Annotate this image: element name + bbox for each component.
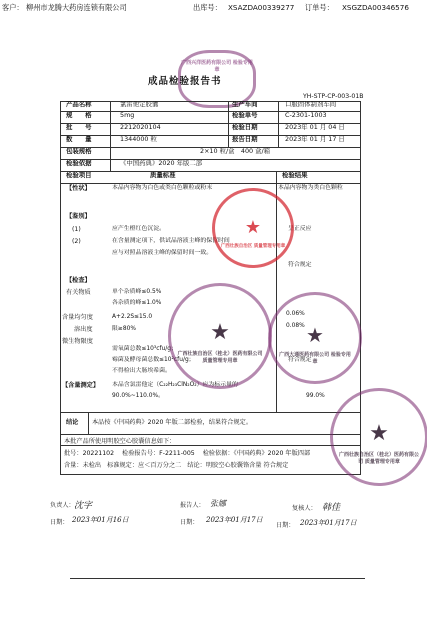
- middle-right-stamp: [268, 292, 362, 384]
- reviewer-date-label: 日期：: [276, 522, 295, 529]
- packaging-label: 包装规格: [66, 148, 92, 155]
- packaging-value: 2×10 粒/盒 400 盒/箱: [200, 148, 271, 155]
- result-text: 符合规定: [288, 262, 312, 268]
- divider: [110, 101, 111, 171]
- result-text: 0.06%: [286, 311, 305, 317]
- field-label: 批 号: [66, 124, 92, 131]
- order-no: XSGZDA00346576: [342, 3, 409, 12]
- reviewer-label: 复核人：: [292, 505, 317, 512]
- field-value: 5mg: [120, 112, 135, 119]
- standard-text: 在含量测定项下，供试品溶液主峰的保留时间: [112, 238, 230, 244]
- middle-right-stamp-text: 广西大通医药有限公司 检验专用章: [279, 352, 351, 365]
- table-row: [60, 148, 360, 160]
- capsule-report-label: 检验报告号：: [122, 450, 160, 457]
- capsule-box: [60, 434, 361, 475]
- standard-text: 不得检出大肠埃希菌。: [112, 368, 171, 374]
- table-row: [60, 112, 360, 124]
- star-icon: ★: [210, 320, 230, 345]
- section-label: 【含量测定】: [62, 382, 100, 389]
- capsule-batch: 20221102: [82, 450, 115, 457]
- customer-name: 柳州市龙腾大药房连锁有限公司: [26, 3, 127, 12]
- capsule-content: 未检出: [82, 462, 102, 469]
- field-value: 1344000 粒: [120, 136, 157, 143]
- standard-text: 各杂质的峰≤1.0%: [112, 300, 162, 306]
- basis-label: 检验依据: [66, 160, 92, 167]
- red-stamp-text: 广西壮族自治区 质量管理专用章: [220, 244, 286, 249]
- item-label: 含量均匀度: [62, 314, 93, 321]
- divider: [228, 101, 229, 147]
- field-value: 2212020104: [120, 124, 161, 131]
- star-icon: ★: [306, 323, 324, 347]
- right-stamp: [330, 388, 427, 486]
- result-text: 符合规定: [288, 357, 312, 363]
- standard-text: A+2.2S≤15.0: [112, 314, 153, 320]
- reporter-label: 报告人：: [180, 502, 205, 509]
- field-label: 检验单号: [232, 112, 258, 119]
- field-label: 产品名称: [66, 101, 92, 108]
- item-label: 微生物限度: [62, 338, 93, 345]
- capsule-report: F-2211-005: [159, 450, 195, 457]
- inspector-date: 2023年01月16日: [72, 516, 129, 524]
- reporter-date-label: 日期：: [180, 519, 199, 526]
- inspector-label: 负责人：: [50, 502, 75, 509]
- star-icon: ★: [244, 217, 262, 238]
- table-row: [60, 101, 360, 112]
- page-header: [0, 3, 427, 17]
- capsule-conclusion-label: 结论：: [187, 462, 206, 469]
- divider: [60, 412, 360, 413]
- field-value: C-2301-1003: [285, 112, 327, 119]
- right-stamp-text: 广西壮族自治区（桂北）医药有限公司 质量管理专用章: [339, 452, 420, 465]
- column-header: 检验项目: [66, 172, 92, 179]
- capsule-conclusion: 明胶空心胶囊铬含量 符合规定: [205, 462, 289, 469]
- report-title: 成品检验报告书: [148, 76, 222, 87]
- divider: [88, 412, 89, 434]
- standard-text: 单个杂质峰≤0.5%: [112, 289, 162, 295]
- result-text: 呈正反应: [288, 226, 312, 232]
- item-number: (1): [72, 226, 81, 233]
- standard-text: 90.0%~110.0%。: [112, 393, 165, 399]
- middle-left-stamp: [168, 283, 272, 389]
- field-label: 报告日期: [232, 136, 258, 143]
- outgoing-no: XSAZDA00339277: [228, 3, 295, 12]
- standard-text: 本品含氯雷他定（C₂₂H₂₃ClN₂O₂）应为标示量的: [112, 382, 238, 388]
- field-label: 检验日期: [232, 124, 258, 131]
- standard-text: 应与对照品溶液主峰的保留时间一致。: [112, 250, 213, 256]
- standard-text: 限≥80%: [112, 326, 136, 332]
- section-label: 【检查】: [66, 277, 91, 284]
- standard-text: 应产生橙红色沉淀。: [112, 226, 166, 232]
- section-label: 【性状】: [66, 185, 91, 192]
- field-value: 氯雷他定胶囊: [120, 101, 159, 108]
- capsule-basis-label: 检验依据：: [202, 450, 234, 457]
- result-text: 99.0%: [306, 393, 325, 399]
- section-label: 【鉴别】: [66, 213, 91, 220]
- item-label: 有关物质: [66, 289, 91, 296]
- column-header: 质量标准: [150, 172, 176, 179]
- inspector-date-label: 日期：: [50, 519, 69, 526]
- outgoing-no-label: 出库号：: [193, 3, 222, 12]
- table-row: [60, 160, 360, 172]
- capsule-batch-label: 批号：: [64, 450, 83, 457]
- star-icon: ★: [369, 421, 389, 446]
- customer-label: 客户：: [2, 3, 24, 12]
- field-value: 2023年 01 月 17 日: [285, 136, 345, 143]
- inspector-signature: 沈字: [74, 501, 93, 511]
- bottom-rule: [70, 578, 365, 579]
- reporter-date: 2023年01月17日: [206, 516, 263, 524]
- result-text: 本品内容物为类白色颗粒: [278, 185, 343, 191]
- result-text: 0.08%: [286, 323, 305, 329]
- conclusion-label: 结论: [66, 419, 79, 426]
- standard-text: 本品内容物为白色或类白色颗粒或粉末: [112, 185, 213, 191]
- field-label: 生产车间: [232, 101, 258, 108]
- reviewer-date: 2023年01月17日: [300, 519, 357, 527]
- capsule-content-label: 含量：: [64, 462, 83, 469]
- field-value: 2023年 01 月 04 日: [285, 124, 345, 131]
- middle-left-stamp-text: 广西壮族自治区（桂北）医药有限公司 质量管理专用章: [177, 351, 263, 364]
- table-row: [60, 124, 360, 136]
- reviewer-signature: 韩佳: [322, 503, 341, 513]
- item-label: 溶出度: [74, 326, 93, 333]
- reporter-signature: 张娜: [210, 499, 226, 508]
- capsule-std: 应＜百万分之二: [138, 462, 182, 469]
- table-header-row: [60, 172, 360, 184]
- order-no-label: 订单号：: [305, 3, 334, 12]
- standard-text: 霉菌及酵母菌总数≤10²cfu/g；: [112, 357, 195, 363]
- field-value: 口服固体制剂车间: [285, 101, 337, 108]
- conclusion-value: 本品按《中国药典》2020 年版二部检验，结果符合规定。: [92, 419, 253, 426]
- column-header: 检验结果: [282, 172, 308, 179]
- item-number: (2): [72, 238, 81, 245]
- capsule-note: 本批产品所使用明胶空心胶囊信息如下：: [64, 438, 176, 445]
- divider: [278, 101, 279, 147]
- field-label: 规 格: [66, 112, 92, 119]
- capsule-std-label: 标准规定：: [107, 462, 139, 469]
- capsule-basis: 《中国药典》2020 年版四部: [233, 450, 311, 457]
- top-stamp-text: 广西兴洋医药有限公司 检验专用章: [181, 60, 253, 73]
- doc-number: YH-STP-CP-003-01B: [303, 93, 364, 100]
- red-quality-stamp: [212, 188, 294, 268]
- basis-value: 《中国药典》2020 年版二部: [120, 160, 203, 167]
- table-row: [60, 136, 360, 148]
- field-label: 数 量: [66, 136, 92, 143]
- standard-text: 需氧菌总数≤10³cfu/g；: [112, 346, 177, 352]
